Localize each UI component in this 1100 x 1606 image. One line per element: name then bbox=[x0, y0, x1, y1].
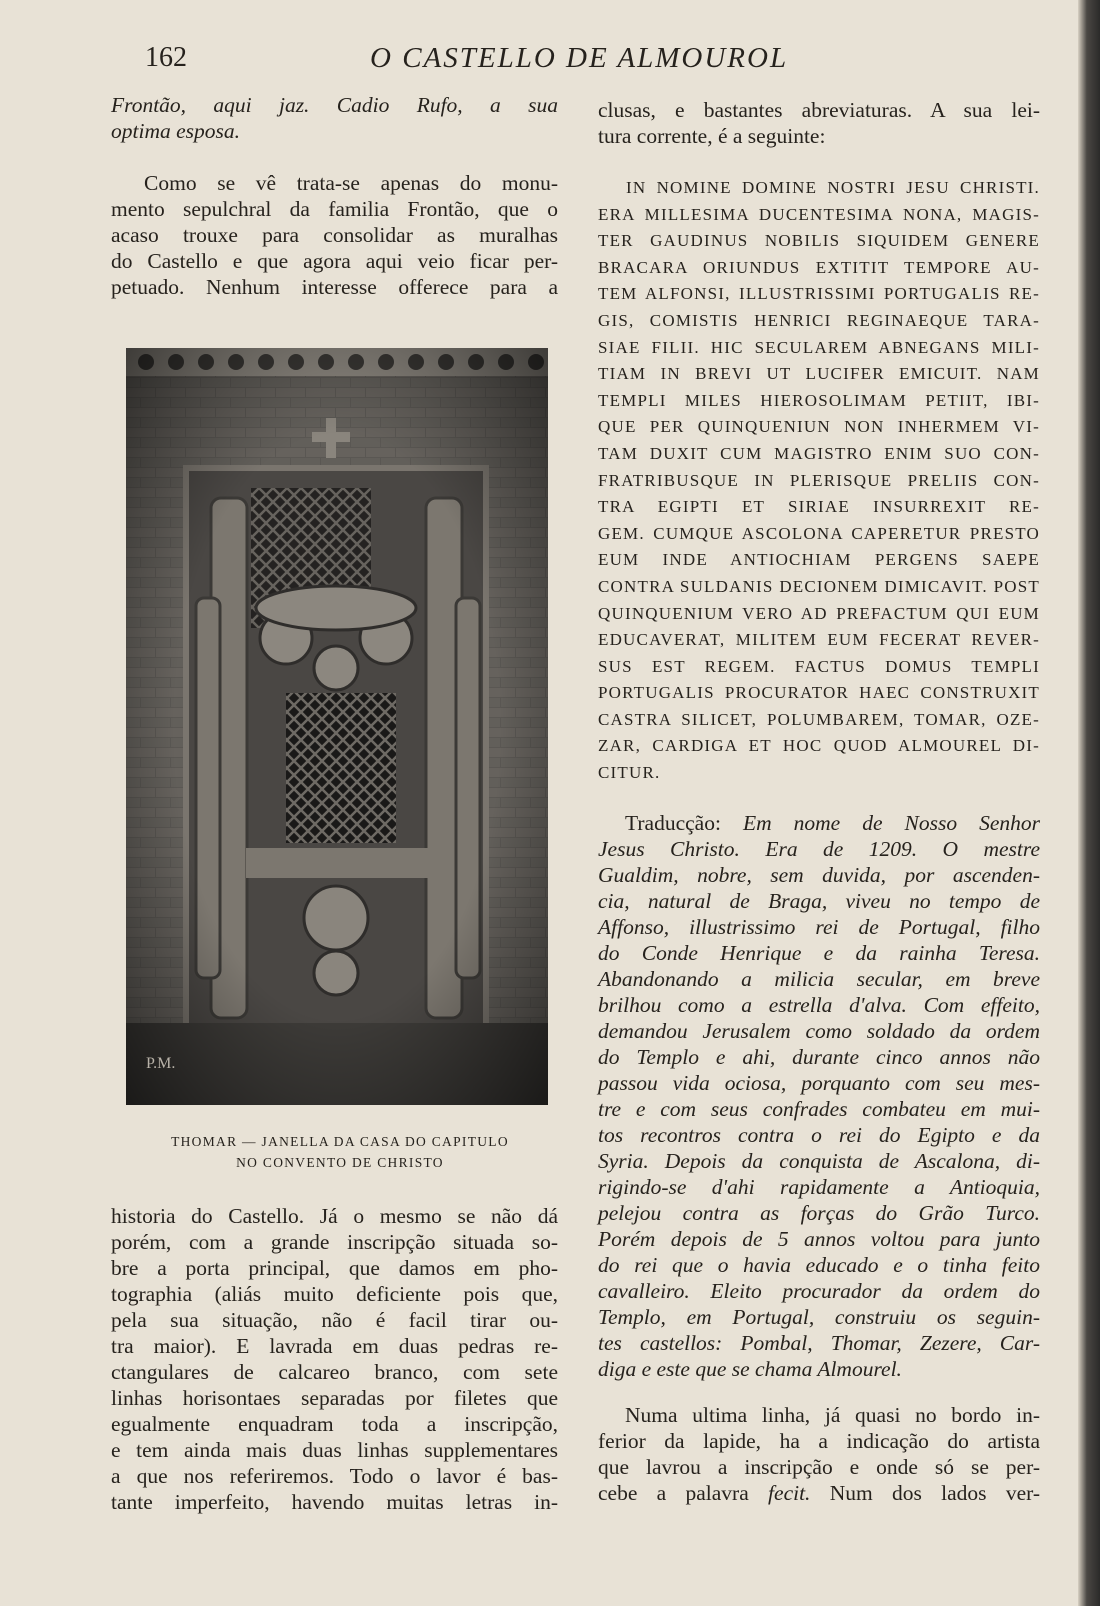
inscription-line: ERA MILLESIMA DUCENTESIMA NONA, MAGIS- bbox=[598, 204, 1040, 224]
text-line: tura corrente, é a seguinte: bbox=[598, 124, 826, 148]
text-line: Abandonando a milicia secular, em breve bbox=[598, 967, 1040, 991]
closing-block bbox=[598, 1402, 1040, 1506]
text-line: cia, natural de Braga, viveu no tempo de bbox=[598, 889, 1040, 913]
text-line: pela sua situação, não é facil tirar ou- bbox=[111, 1308, 558, 1332]
text-line: do Conde Henrique e da rainha Teresa. bbox=[598, 941, 1040, 965]
text-line: tographia (aliás muito deficiente pois que, bbox=[111, 1282, 558, 1306]
text-line bbox=[598, 1480, 1040, 1506]
text-line: cavalleiro. Eleito procurador da ordem do bbox=[598, 1279, 1040, 1303]
translation-label: Traducção: bbox=[625, 811, 721, 835]
caption-line: NO CONVENTO DE CHRISTO bbox=[236, 1155, 444, 1170]
text-line: Como se vê trata-se apenas do monu- bbox=[144, 171, 558, 195]
inscription-line: ZAR, CARDIGA ET HOC QUOD ALMOUREL DI- bbox=[598, 736, 1040, 756]
text-line: Numa ultima linha, já quasi no bordo in- bbox=[625, 1403, 1040, 1427]
text-line: pelejou contra as forças do Grão Turco. bbox=[598, 1201, 1040, 1225]
left-paragraph-2 bbox=[111, 170, 558, 300]
figure-caption bbox=[120, 1131, 560, 1173]
text-line: do rei que o havia educado e o tinha feito bbox=[598, 1253, 1040, 1277]
right-paragraph-last bbox=[598, 1402, 1040, 1506]
text-line: ferior da lapide, ha a indicação do artista bbox=[598, 1429, 1040, 1453]
text-line: optima esposa. bbox=[111, 119, 240, 143]
right-paragraph-1 bbox=[598, 97, 1040, 149]
text-line: rigindo-se d'ahi rapidamente a Antioquia, bbox=[598, 1175, 1040, 1199]
inscription-line: TAM DUXIT CUM MAGISTRO ENIM SUO CON- bbox=[598, 443, 1040, 463]
text-line: clusas, e bastantes abreviaturas. A sua lei- bbox=[598, 98, 1040, 122]
inscription-line: TIAM IN BREVI UT LUCIFER EMICUIT. NAM bbox=[598, 364, 1040, 384]
inscription-line: CASTRA SILICET, POLUMBAREM, TOMAR, OZE- bbox=[598, 709, 1040, 729]
left-paragraph-1 bbox=[111, 92, 558, 144]
inscription-line: IN NOMINE DOMINE NOSTRI JESU CHRISTI. bbox=[626, 178, 1040, 197]
left-column bbox=[111, 92, 558, 300]
text-segment: Num dos lados ver- bbox=[829, 1481, 1041, 1505]
text-line: tes castellos: Pombal, Thomar, Zezere, Car- bbox=[598, 1331, 1040, 1355]
photo-illustration bbox=[126, 348, 548, 1105]
text-line: porém, com a grande inscripção situada so- bbox=[111, 1230, 558, 1254]
text-line: a que nos referiremos. Todo o lavor é bas- bbox=[111, 1464, 558, 1488]
text-line: Jesus Christo. Era de 1209. O mestre bbox=[598, 837, 1040, 861]
text-line: ctangulares de calcareo branco, com sete bbox=[111, 1360, 558, 1384]
inscription-line: CITUR. bbox=[598, 763, 661, 783]
running-title: O CASTELLO DE ALMOUROL bbox=[370, 42, 789, 74]
inscription-line: SIAE FILII. HIC SECULAREM ABNEGANS MILI- bbox=[598, 337, 1040, 357]
text-line: que lavrou a inscripção e onde só se per- bbox=[598, 1455, 1040, 1479]
text-line: tante imperfeito, havendo muitas letras in- bbox=[111, 1490, 558, 1514]
text-line: passou vida ociosa, porquanto com seu mes- bbox=[598, 1071, 1040, 1095]
photograph-convent-window bbox=[126, 348, 548, 1105]
text-line: acaso trouxe para consolidar as muralhas bbox=[111, 223, 558, 247]
text-line: tos recontros contra o rei do Egipto e da bbox=[598, 1123, 1040, 1147]
translation-text: Em nome de Nosso Senhor bbox=[742, 811, 1040, 835]
text-line: Frontão, aqui jaz. Cadio Rufo, a sua bbox=[111, 93, 558, 117]
text-line: tre e com seus confrades combateu em mui- bbox=[598, 1097, 1040, 1121]
inscription-line: GEM. CUMQUE ASCOLONA CAPERETUR PRESTO bbox=[598, 523, 1040, 543]
text-line: bre a porta principal, que damos em pho- bbox=[111, 1256, 558, 1280]
inscription-line: PORTUGALIS PROCURATOR HAEC CONSTRUXIT bbox=[598, 683, 1040, 703]
page-edge bbox=[1078, 0, 1100, 1606]
inscription-line: TER GAUDINUS NOBILIS SIQUIDEM GENERE bbox=[598, 231, 1040, 251]
inscription-line: TEMPLI MILES HIEROSOLIMAM PETIIT, IBI- bbox=[598, 390, 1040, 410]
right-column bbox=[598, 97, 1040, 787]
caption-line: THOMAR — JANELLA DA CASA DO CAPITULO bbox=[171, 1134, 509, 1149]
translation-block bbox=[598, 810, 1040, 1382]
text-line: Templo, em Portugal, construiu os seguin- bbox=[598, 1305, 1040, 1329]
latin-inscription bbox=[598, 175, 1040, 787]
text-line: Porém depois de 5 annos voltou para junto bbox=[598, 1227, 1040, 1251]
text-line: Gualdim, nobre, sem duvida, por ascenden- bbox=[598, 863, 1040, 887]
inscription-line: CONTRA SULDANIS DECIONEM DIMICAVIT. POST bbox=[598, 576, 1040, 596]
page-number: 162 bbox=[145, 42, 187, 73]
text-line: Syria. Depois da conquista de Ascalona, di- bbox=[598, 1149, 1040, 1173]
inscription-line: TEM ALFONSI, ILLUSTRISSIMI PORTUGALIS RE- bbox=[598, 284, 1040, 304]
left-paragraph-3 bbox=[111, 1203, 558, 1515]
text-line: brilhou como a estrella d'alva. Com effeito, bbox=[598, 993, 1040, 1017]
text-line: tra maior). E lavrada em duas pedras re- bbox=[111, 1334, 558, 1358]
text-line: do Templo e ahi, durante cinco annos não bbox=[598, 1045, 1040, 1069]
text-line: linhas horisontaes separadas por filetes que bbox=[111, 1386, 558, 1410]
inscription-line: SUS EST REGEM. FACTUS DOMUS TEMPLI bbox=[598, 656, 1040, 676]
text-line: historia do Castello. Já o mesmo se não dá bbox=[111, 1204, 558, 1228]
text-line: diga e este que se chama Almourel. bbox=[598, 1357, 902, 1381]
inscription-line: EUM INDE ANTIOCHIAM PERGENS SAEPE bbox=[598, 550, 1040, 570]
inscription-line: QUINQUENIUM VERO AD PREFACTUM QUI EUM bbox=[598, 603, 1040, 623]
text-line: do Castello e que agora aqui veio ficar per- bbox=[111, 249, 558, 273]
inscription-line: FRATRIBUSQUE IN PLERISQUE PRELIIS CON- bbox=[598, 470, 1040, 490]
inscription-line: GIS, COMISTIS HENRICI REGINAEQUE TARA- bbox=[598, 310, 1040, 330]
text-line: petuado. Nenhum interesse offerece para a bbox=[111, 275, 558, 299]
photographer-monogram: P.M. bbox=[146, 1055, 176, 1072]
inscription-line: QUE PER QUINQUENIUN NON INHERMEM VI- bbox=[598, 417, 1040, 437]
text-line: Affonso, illustrissimo rei de Portugal, filho bbox=[598, 915, 1040, 939]
translation-paragraph bbox=[598, 810, 1040, 1382]
text-line: demandou Jerusalem como soldado da ordem bbox=[598, 1019, 1040, 1043]
text-segment: cebe a palavra bbox=[598, 1481, 749, 1505]
left-column-continued bbox=[111, 1203, 558, 1515]
text-line: mento sepulchral da familia Frontão, que o bbox=[111, 197, 558, 221]
text-line: e tem ainda mais duas linhas supplementares bbox=[111, 1438, 558, 1462]
page-header bbox=[0, 38, 1100, 78]
text-line: egualmente enquadram toda a inscripção, bbox=[111, 1412, 558, 1436]
text-line bbox=[598, 810, 1040, 836]
inscription-line: TRA EGIPTI ET SIRIAE INSURREXIT RE- bbox=[598, 497, 1040, 517]
emphasis-word: fecit. bbox=[768, 1481, 811, 1505]
inscription-line: BRACARA ORIUNDUS EXTITIT TEMPORE AU- bbox=[598, 257, 1040, 277]
inscription-line: EDUCAVERAT, MILITEM EUM FECERAT REVER- bbox=[598, 630, 1040, 650]
